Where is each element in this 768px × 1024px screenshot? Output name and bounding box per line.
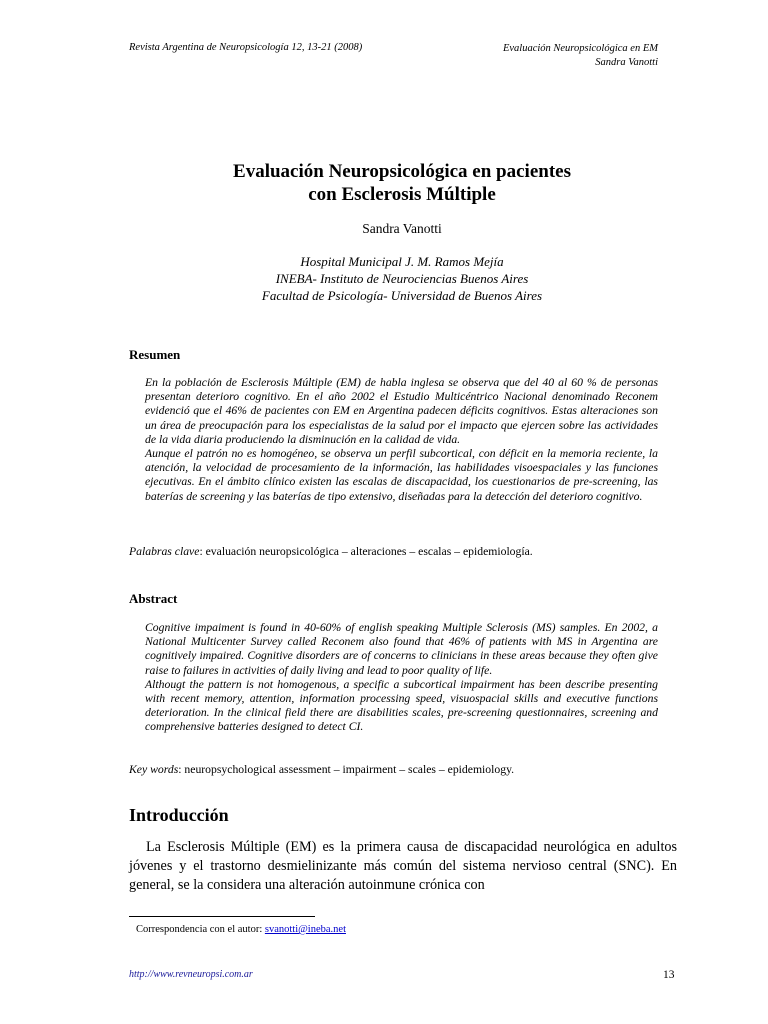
key-words xyxy=(129,763,669,776)
key-words-list: : neuropsychological assessment – impairment – scales – epidemiology. xyxy=(178,763,515,776)
palabras-clave-list: : evaluación neuropsicológica – alteraciones – escalas – epidemiología. xyxy=(199,545,533,558)
page-number: 13 xyxy=(663,969,675,981)
journal-url[interactable]: http://www.revneuropsi.com.ar xyxy=(129,969,253,980)
abstract-body xyxy=(145,621,658,735)
footnote-rule xyxy=(129,916,315,917)
affiliation-university: Facultad de Psicología- Universidad de Buenos Aires xyxy=(261,288,543,303)
abstract-paragraph: Althougt the pattern is not homogenous, a specific a subcortical impairment has been describe presenting with recent memory, attention, information processing speed, visuospacial skills and executive functions deterioration. In the clinical field there are disabilities scales, pre-screening questionnaires, screening and comprehensive batteries designed to detect CI. xyxy=(145,677,658,734)
abstract-heading: Abstract xyxy=(129,591,178,606)
introduccion-paragraph: La Esclerosis Múltiple (EM) es la primera causa de discapacidad neurológica en adultos jóvenes y el trastorno desmielinizante más común del sistema nervioso central (SNC). En general, se la considera una alteración autoinmune crónica con xyxy=(129,839,677,893)
running-head-title-author xyxy=(503,42,658,70)
running-head-author: Sandra Vanotti xyxy=(595,57,658,68)
key-words-label: Key words xyxy=(129,763,179,776)
palabras-clave-label: Palabras clave xyxy=(129,545,200,558)
affiliations xyxy=(0,253,768,304)
palabras-clave xyxy=(129,545,669,558)
author-name: Sandra Vanotti xyxy=(362,221,442,236)
running-head-journal: Revista Argentina de Neuropsicología 12, 13-21 (2008) xyxy=(129,42,363,53)
introduccion-body xyxy=(129,838,677,895)
footnote xyxy=(136,924,346,935)
resumen-heading: Resumen xyxy=(129,347,181,362)
affiliation-ineba: INEBA- Instituto de Neurociencias Buenos Aires xyxy=(275,271,529,286)
footnote-text: Correspondencia con el autor: xyxy=(136,924,265,935)
resumen-paragraph: En la población de Esclerosis Múltiple (EM) de habla inglesa se observa que del 40 al 60 % de personas presentan deterioro cognitivo. En el año 2002 el Estudio Multicéntrico Nacional denominado Reconem evidenció que el 46% de pacientes con EM en Argentina padecen déficits cognitivos. Estas alteraciones son un área de preocupación para los especialistas de la salud por el impacto que ejercen sobre las actividades de la vida diaria produciendo la disminución en la calidad de vida. xyxy=(145,376,658,446)
title-line-1: Evaluación Neuropsicológica en pacientes xyxy=(233,161,571,182)
title-line-2: con Esclerosis Múltiple xyxy=(308,184,496,205)
resumen-paragraph: Aunque el patrón no es homogéneo, se observa un perfil subcortical, con déficit en la memoria reciente, la atención, la velocidad de procesamiento de la información, las habilidades visoespaciales y las funciones ejecutivas. En el ámbito clínico existen las escalas de discapacidad, los cuestionarios de pre-screening, las baterías de screening y las baterías de tipo extensivo, diseñadas para la detección del deterioro cognitivo. xyxy=(145,447,658,503)
running-head-short-title: Evaluación Neuropsicológica en EM xyxy=(502,43,658,54)
abstract-paragraph: Cognitive impaiment is found in 40-60% of english speaking Multiple Sclerosis (MS) samples. En 2002, a National Multicenter Survey called Reconem also found that 46% of patients with MS in Argentina are cognitively impaired. Cognitive disorders are of concerns to clinicians in these areas because they often give raise to failures in activities of daily living and lead to poor quality of life. xyxy=(145,621,658,677)
author-email-link[interactable]: svanotti@ineba.net xyxy=(264,924,346,935)
paper-title xyxy=(0,160,768,206)
introduccion-heading: Introducción xyxy=(129,805,229,825)
affiliation-hospital: Hospital Municipal J. M. Ramos Mejía xyxy=(300,254,504,269)
resumen-body xyxy=(145,376,658,504)
